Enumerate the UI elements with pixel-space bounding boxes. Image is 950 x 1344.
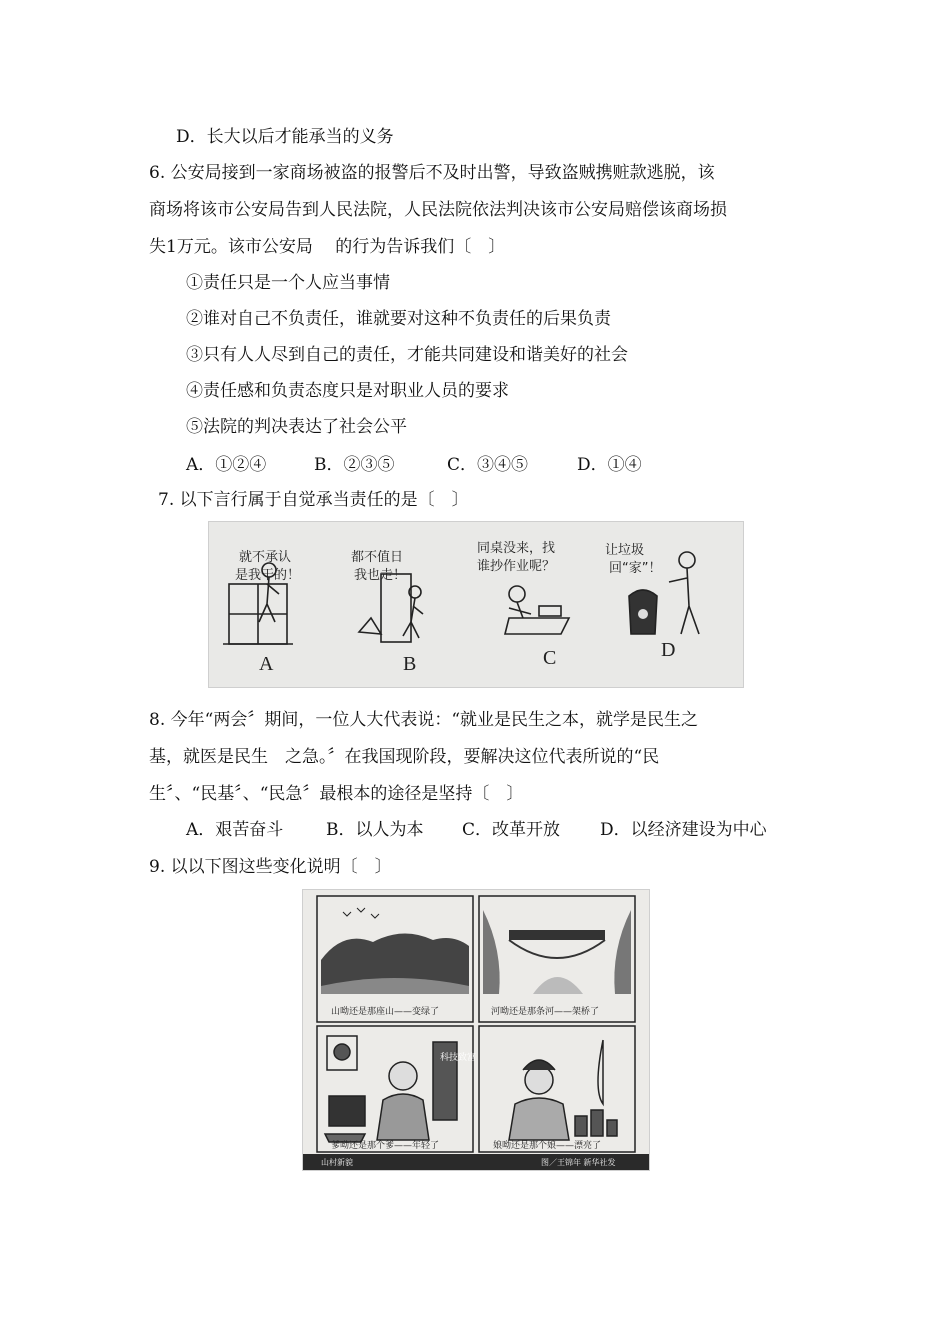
panel-mountain-drawing [321, 908, 469, 994]
q6-stem-line-1: 6. 公安局接到一家商场被盗的报警后不及时出警，导致盗贼携赃款逃脱，该 [149, 163, 715, 183]
caption-mountain: 山呦还是那座山——变绿了 [331, 1007, 440, 1017]
q8-stem-line-1: 8. 今年“两会〞期间，一位人大代表说：“就业是民生之本，就学是民生之 [149, 710, 699, 730]
sign-text-span: 科技致富 [440, 1053, 477, 1063]
caption-father: 爹呦还是那个爹——年轻了 [331, 1141, 440, 1151]
q6-stem-line-3: 失1万元。该市公安局 的行为告诉我们〔 〕 [149, 237, 506, 257]
q8-stem-line-3: 生〞、“民基〞、“民急〞最根本的途径是坚持〔 〕 [149, 784, 524, 804]
panel-b-letter: B [403, 653, 417, 675]
caption-mother: 娘呦还是那个娘——漂亮了 [493, 1141, 602, 1151]
panel-d-speech-2: 回“家”！ [609, 561, 662, 576]
q7-cartoon-figure [208, 521, 744, 688]
panel-a-letter: A [259, 653, 274, 675]
q7-cartoon-svg [209, 522, 743, 687]
panel-d-speech-1: 让垃圾 [605, 543, 645, 558]
q8-option-b: B．以人为本 [326, 820, 424, 840]
panel-c-letter: C [543, 647, 557, 669]
q6-option-d: D．①④ [577, 455, 642, 475]
q6-stem-line-2: 商场将该市公安局告到人民法院，人民法院依法判决该市公安局赔偿该商场损 [149, 200, 727, 220]
q9-cartoon-svg [303, 890, 649, 1170]
footer-right-text: 图／王锦年 新华社发 [541, 1158, 616, 1167]
panel-father-drawing [325, 1036, 457, 1142]
panel-a-speech-1: 就不承认 [239, 550, 292, 565]
panel-b-drawing [359, 574, 423, 642]
q9-stem: 9. 以以下图这些变化说明〔 〕 [149, 857, 392, 877]
panel-mother-drawing [509, 1040, 617, 1140]
q8-option-c: C．改革开放 [462, 820, 561, 840]
panel-b-speech-2: 我也走！ [354, 568, 407, 583]
q6-item-1: ①责任只是一个人应当事情 [186, 273, 390, 293]
panel-river-drawing [483, 910, 631, 994]
q6-item-3: ③只有人人尽到自己的责任，才能共同建设和谐美好的社会 [186, 345, 628, 365]
panel-d-letter: D [661, 639, 676, 661]
footer-left-text: 山村新貌 [321, 1158, 353, 1167]
q6-option-c: C．③④⑤ [447, 455, 529, 475]
q6-item-5: ⑤法院的判决表达了社会公平 [186, 417, 407, 437]
q9-cartoon-figure [302, 889, 650, 1171]
q7-stem: 7. 以下言行属于自觉承当责任的是〔 〕 [158, 490, 469, 510]
panel-c-speech-2: 谁抄作业呢？ [477, 559, 556, 574]
panel-c-speech-1: 同桌没来，找 [477, 541, 556, 556]
q6-item-4: ④责任感和负责态度只是对职业人员的要求 [186, 381, 509, 401]
q8-option-d: D．以经济建设为中心 [600, 820, 767, 840]
q6-option-a: A．①②④ [186, 455, 267, 475]
q8-stem-line-2: 基，就医是民生 之急。〞在我国现阶段，要解决这位代表所说的“民 [149, 747, 660, 767]
q6-item-2: ②谁对自己不负责任，谁就要对这种不负责任的后果负责 [186, 309, 611, 329]
panel-b-speech-1: 都不值日 [351, 550, 404, 565]
sign-text [440, 1051, 476, 1063]
panel-a-speech-2: 是我干的！ [235, 568, 301, 583]
q6-option-b: B．②③⑤ [314, 455, 395, 475]
q5-option-d: D．长大以后才能承当的义务 [176, 127, 394, 147]
caption-river: 河呦还是那条河——架桥了 [491, 1007, 600, 1017]
panel-c-drawing [505, 586, 569, 634]
q8-option-a: A．艰苦奋斗 [186, 820, 284, 840]
